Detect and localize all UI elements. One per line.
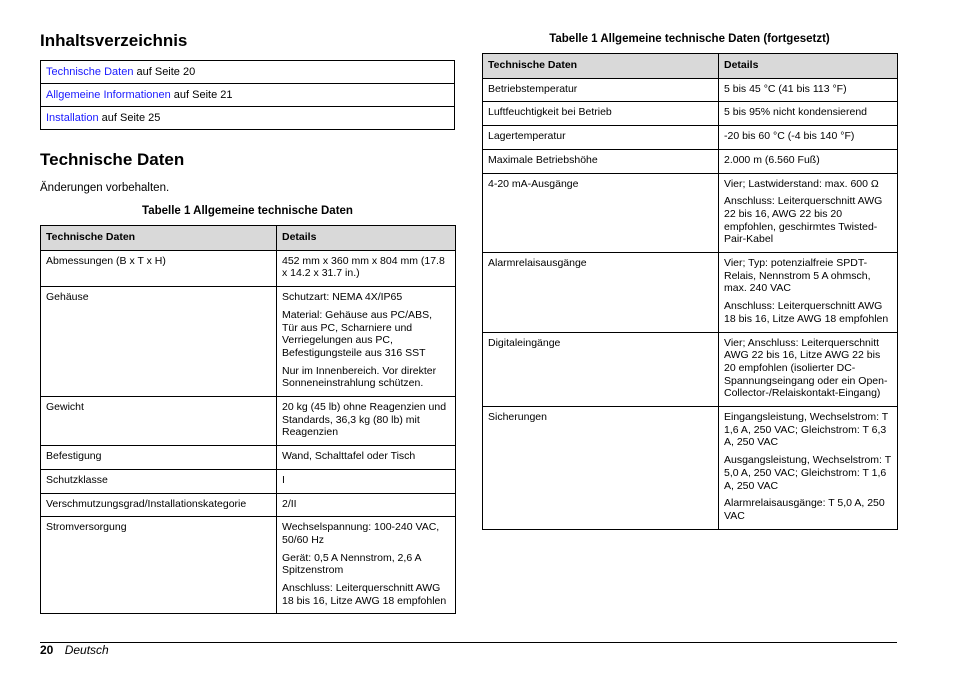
spec-label: Sicherungen [483, 407, 719, 530]
toc-item-page: auf Seite 21 [170, 89, 233, 101]
table-row [41, 517, 456, 614]
spec-detail-line: Wechselspannung: 100-240 VAC, 50/60 Hz [282, 521, 440, 546]
spec-details [277, 397, 456, 446]
spec-label: Digitaleingänge [483, 332, 719, 407]
spec-detail-line: 5 bis 95% nicht kondensierend [724, 106, 868, 119]
table-row [41, 469, 456, 493]
spec-detail-line: Anschluss: Leiterquerschnitt AWG 22 bis 16, AWG 22 bis 20 empfohlen, geschirmtes Twisted-Pair-Kabel [724, 195, 883, 246]
toc-table [40, 60, 455, 130]
header-details: Details [719, 54, 898, 79]
page-footer [40, 643, 109, 657]
table-left-caption: Tabelle 1 Allgemeine technische Daten [142, 205, 353, 217]
table-row [41, 493, 456, 517]
table-row [483, 332, 898, 407]
spec-label: Stromversorgung [41, 517, 277, 614]
table-row [483, 407, 898, 530]
spec-label: Schutzklasse [41, 469, 277, 493]
spec-detail-line: Nur im Innenbereich. Vor direkter Sonneneinstrahlung schützen. [282, 364, 437, 390]
spec-label: Maximale Betriebshöhe [483, 149, 719, 173]
table-right-caption: Tabelle 1 Allgemeine technische Daten (fortgesetzt) [549, 33, 830, 45]
spec-table-right-body [483, 78, 898, 529]
table-row [41, 397, 456, 446]
toc-item [41, 61, 455, 84]
spec-label: Lagertemperatur [483, 126, 719, 150]
spec-detail-line: Anschluss: Leiterquerschnitt AWG 18 bis 16, Litze AWG 18 empfohlen [724, 300, 889, 325]
table-row [483, 253, 898, 333]
spec-label: Betriebstemperatur [483, 78, 719, 102]
spec-table-left [40, 225, 456, 614]
spec-detail-line: Schutzart: NEMA 4X/IP65 [282, 291, 403, 304]
table-row [41, 250, 456, 286]
spec-label: Gewicht [41, 397, 277, 446]
spec-detail-line: Gerät: 0,5 A Nennstrom, 2,6 A Spitzenstrom [282, 551, 421, 577]
spec-label: Luftfeuchtigkeit bei Betrieb [483, 102, 719, 126]
footer-language: Deutsch [64, 643, 109, 657]
toc-item-page: auf Seite 20 [133, 66, 196, 78]
toc-item [41, 107, 455, 130]
left-column [40, 30, 455, 614]
section-title: Technische Daten [40, 150, 185, 169]
section-subtitle: Änderungen vorbehalten. [40, 182, 170, 194]
right-column [482, 32, 897, 530]
spec-detail-line: Ausgangsleistung, Wechselstrom: T 5,0 A, 250 VAC; Gleichstrom: T 1,6 A, 250 VAC [724, 454, 891, 492]
spec-details [277, 250, 456, 286]
spec-header-row [483, 54, 898, 79]
spec-details [719, 149, 898, 173]
table-row [41, 287, 456, 397]
toc-row [41, 107, 455, 130]
toc-link-installation[interactable]: Installation [46, 112, 99, 124]
spec-detail-line: Vier; Anschluss: Leiterquerschnitt AWG 22 bis 16, Litze AWG 22 bis 20 empfohlen (isolierter DC-Spannungseingang oder ein Open-Collector-/Relaiskontakt-Eingang) [724, 336, 888, 400]
toc-link-technische-daten[interactable]: Technische Daten [46, 66, 134, 78]
footer-divider [40, 642, 897, 643]
spec-detail-line: 20 kg (45 lb) ohne Reagenzien und Standards, 36,3 kg (80 lb) mit Reagenzien [282, 401, 447, 439]
spec-detail-line: 2/II [282, 497, 297, 510]
spec-table-right [482, 53, 898, 530]
spec-detail-line: Alarmrelaisausgänge: T 5,0 A, 250 VAC [724, 497, 885, 522]
table-row [483, 126, 898, 150]
spec-detail-line: 2.000 m (6.560 Fuß) [724, 153, 820, 166]
spec-details [719, 253, 898, 333]
spec-detail-line: Anschluss: Leiterquerschnitt AWG 18 bis 16, Litze AWG 18 empfohlen [282, 582, 447, 607]
table-row [483, 149, 898, 173]
spec-table-left-body [41, 250, 456, 614]
spec-details [719, 78, 898, 102]
toc-row [41, 84, 455, 107]
toc-row [41, 61, 455, 84]
spec-detail-line: Eingangsleistung, Wechselstrom: T 1,6 A, 250 VAC; Gleichstrom: T 6,3 A, 250 VAC [724, 411, 889, 449]
spec-detail-line: -20 bis 60 °C (-4 bis 140 °F) [724, 130, 855, 143]
toc-item [41, 84, 455, 107]
spec-detail-line: Material: Gehäuse aus PC/ABS, Tür aus PC, Scharniere und Verriegelungen aus PC, Befestigungsteile aus 316 SST [282, 308, 432, 359]
spec-detail-line: Vier; Lastwiderstand: max. 600 Ω [724, 177, 879, 190]
spec-detail-line: Wand, Schalttafel oder Tisch [282, 450, 416, 463]
table-row [41, 446, 456, 470]
spec-detail-line: 5 bis 45 °C (41 bis 113 °F) [724, 82, 847, 95]
page-number: 20 [40, 643, 54, 657]
spec-details [719, 332, 898, 407]
spec-details [277, 446, 456, 470]
spec-detail-line: 452 mm x 360 mm x 804 mm (17.8 x 14.2 x 31.7 in.) [282, 254, 445, 280]
header-technische-daten: Technische Daten [41, 226, 277, 251]
spec-details [719, 126, 898, 150]
spec-detail-line: Vier; Typ: potenzialfreie SPDT-Relais, Nennstrom 5 A ohmsch, max. 240 VAC [724, 257, 871, 295]
toc-link-allgemeine-informationen[interactable]: Allgemeine Informationen [46, 89, 171, 101]
spec-details [277, 287, 456, 397]
spec-details [719, 407, 898, 530]
spec-details [277, 469, 456, 493]
table-row [483, 173, 898, 253]
spec-label: Gehäuse [41, 287, 277, 397]
spec-label: Verschmutzungsgrad/Installationskategorie [41, 493, 277, 517]
table-row [483, 78, 898, 102]
spec-details [719, 102, 898, 126]
toc-title: Inhaltsverzeichnis [40, 31, 188, 50]
toc-item-page: auf Seite 25 [98, 112, 161, 124]
spec-details [719, 173, 898, 253]
header-technische-daten: Technische Daten [483, 54, 719, 79]
spec-details [277, 493, 456, 517]
spec-label: 4-20 mA-Ausgänge [483, 173, 719, 253]
spec-details [277, 517, 456, 614]
table-row [483, 102, 898, 126]
spec-header-row [41, 226, 456, 251]
header-details: Details [277, 226, 456, 251]
spec-label: Befestigung [41, 446, 277, 470]
spec-detail-line: I [282, 473, 285, 486]
spec-label: Abmessungen (B x T x H) [41, 250, 277, 286]
spec-label: Alarmrelaisausgänge [483, 253, 719, 333]
